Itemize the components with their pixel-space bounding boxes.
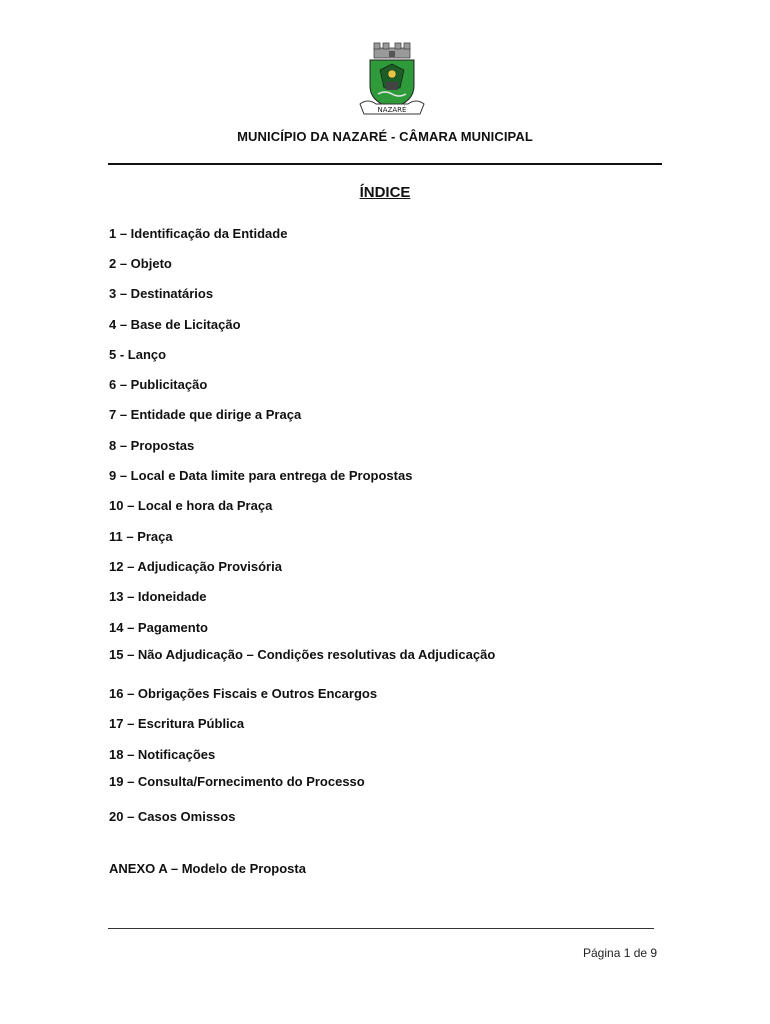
header-title: MUNICÍPIO DA NAZARÉ - CÂMARA MUNICIPAL: [237, 129, 533, 144]
toc-item: 1 – Identificação da Entidade: [109, 226, 288, 241]
annex-entry: ANEXO A – Modelo de Proposta: [109, 861, 306, 876]
footer-divider: [108, 928, 654, 929]
toc-item: 6 – Publicitação: [109, 377, 208, 392]
toc-item: 3 – Destinatários: [109, 286, 214, 301]
toc-item: 5 - Lanço: [109, 347, 167, 362]
header-divider: [108, 163, 662, 165]
toc-item: 16 – Obrigações Fiscais e Outros Encargos: [109, 686, 378, 701]
toc-item: 18 – Notificações: [109, 747, 216, 762]
toc-item: 14 – Pagamento: [109, 620, 208, 635]
toc-item: 8 – Propostas: [109, 438, 195, 453]
toc-item: 20 – Casos Omissos: [109, 809, 236, 824]
toc-item: 15 – Não Adjudicação – Condições resolutivas da Adjudicação: [109, 647, 496, 662]
page-number: Página 1 de 9: [583, 946, 658, 960]
toc-item: 12 – Adjudicação Provisória: [109, 559, 282, 574]
toc-item: 9 – Local e Data limite para entrega de Propostas: [109, 468, 413, 483]
toc-item: 4 – Base de Licitação: [109, 317, 241, 332]
toc-item: 11 – Praça: [109, 529, 173, 544]
municipal-crest-icon: [350, 40, 434, 118]
index-title: ÍNDICE: [359, 184, 411, 201]
toc-item: 13 – Idoneidade: [109, 589, 207, 604]
toc-item: 7 – Entidade que dirige a Praça: [109, 407, 302, 422]
toc-item: 10 – Local e hora da Praça: [109, 498, 273, 513]
toc-item: 2 – Objeto: [109, 256, 172, 271]
crest-lettering: NAZARÉ: [377, 106, 407, 114]
toc-item: 19 – Consulta/Fornecimento do Processo: [109, 774, 365, 789]
toc-item: 17 – Escritura Pública: [109, 716, 245, 731]
